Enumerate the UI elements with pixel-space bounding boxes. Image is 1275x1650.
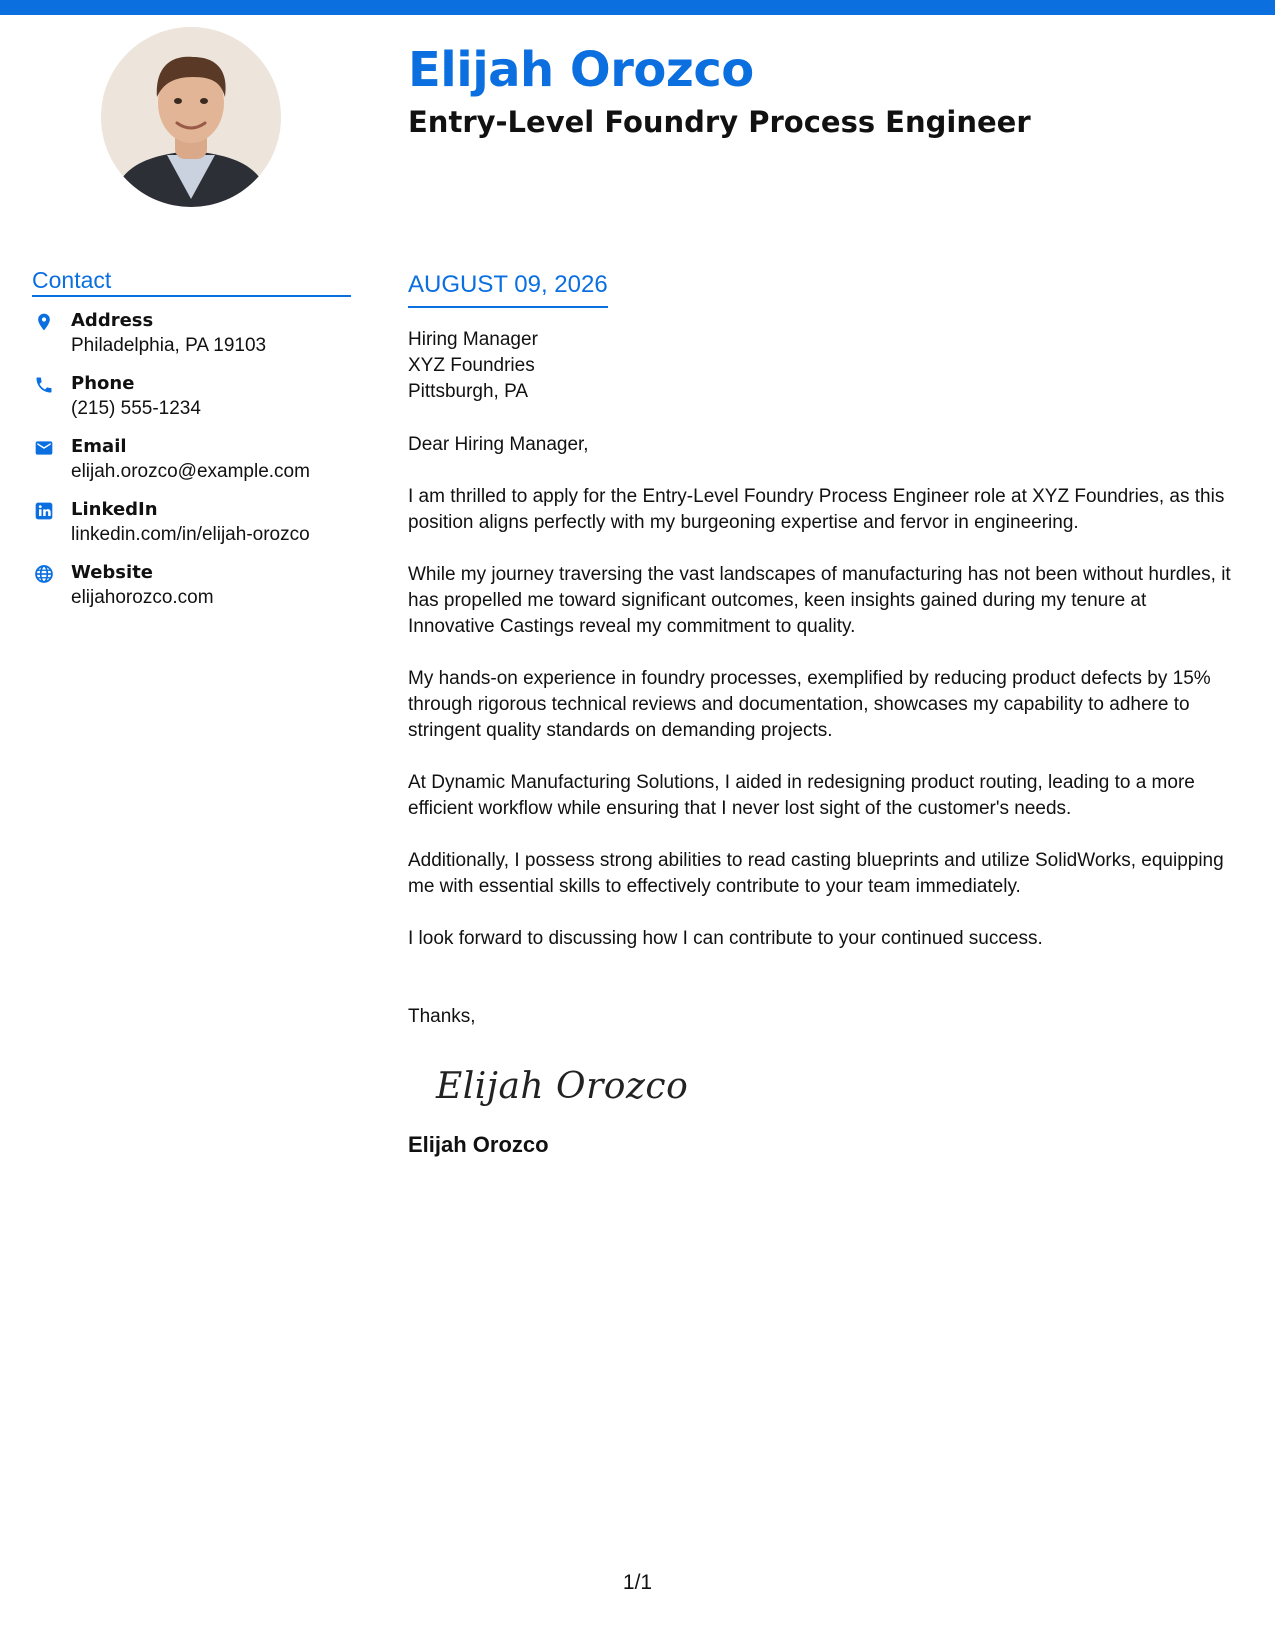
recipient-block <box>408 327 1238 405</box>
contact-value[interactable]: elijahorozco.com <box>71 587 214 608</box>
letter-paragraph: Additionally, I possess strong abilities to read casting blueprints and utilize SolidWorks, equipping me with essential skills to effectively contribute to your team immediately. <box>408 850 1224 897</box>
contact-heading: Contact <box>32 266 351 297</box>
salutation: Dear Hiring Manager, <box>408 434 589 455</box>
contact-label: Website <box>71 562 154 583</box>
letter-paragraph: I look forward to discussing how I can contribute to your continued success. <box>408 928 1043 949</box>
job-title: Entry-Level Foundry Process Engineer <box>408 105 1031 139</box>
globe-icon <box>34 564 54 584</box>
email-icon <box>34 438 54 458</box>
letter-paragraph: I am thrilled to apply for the Entry-Level Foundry Process Engineer role at XYZ Foundries, as this position aligns perfectly with my burgeoning expertise and fervor in engineering. <box>408 486 1225 533</box>
contact-label: Email <box>71 436 127 457</box>
contact-item-phone <box>32 372 351 421</box>
applicant-name: Elijah Orozco <box>408 42 754 98</box>
profile-photo <box>101 27 281 207</box>
recipient-line: Pittsburgh, PA <box>408 381 529 402</box>
letter-paragraph: My hands-on experience in foundry processes, exemplified by reducing product defects by 15% through rigorous technical reviews and documentation, showcases my capability to adhere to stringent quality standards on demanding projects. <box>408 668 1211 741</box>
contact-value: (215) 555-1234 <box>71 398 201 419</box>
letter-paragraph: At Dynamic Manufacturing Solutions, I aided in redesigning product routing, leading to a more efficient workflow while ensuring that I never lost sight of the customer's needs. <box>408 772 1195 819</box>
linkedin-icon <box>34 501 54 521</box>
recipient-line: XYZ Foundries <box>408 355 535 376</box>
letter-date: AUGUST 09, 2026 <box>408 270 608 308</box>
phone-icon <box>34 375 54 395</box>
contact-value[interactable]: linkedin.com/in/elijah-orozco <box>71 524 310 545</box>
signer-name: Elijah Orozco <box>408 1132 549 1157</box>
letter-body <box>408 327 1238 1160</box>
handwritten-signature: Elijah Orozco <box>436 1066 689 1107</box>
contact-item-address <box>32 309 351 358</box>
contact-item-website <box>32 561 351 610</box>
contact-label: Address <box>71 310 154 331</box>
contact-item-linkedin <box>32 498 351 547</box>
contact-value[interactable]: elijah.orozco@example.com <box>71 461 310 482</box>
contact-value: Philadelphia, PA 19103 <box>71 335 267 356</box>
top-accent-bar <box>0 0 1275 15</box>
page-number: 1/1 <box>622 1571 653 1594</box>
map-pin-icon <box>34 312 54 332</box>
letter-paragraph: While my journey traversing the vast landscapes of manufacturing has not been without hurdles, it has propelled me toward significant outcomes, keen insights gained during my tenure at Innovative Castings reveal my commitment to quality. <box>408 564 1231 637</box>
contact-item-email <box>32 435 351 484</box>
closing: Thanks, <box>408 1006 476 1027</box>
contact-label: LinkedIn <box>71 499 158 520</box>
contact-sidebar <box>32 266 351 610</box>
recipient-line: Hiring Manager <box>408 329 538 350</box>
contact-label: Phone <box>71 373 135 394</box>
